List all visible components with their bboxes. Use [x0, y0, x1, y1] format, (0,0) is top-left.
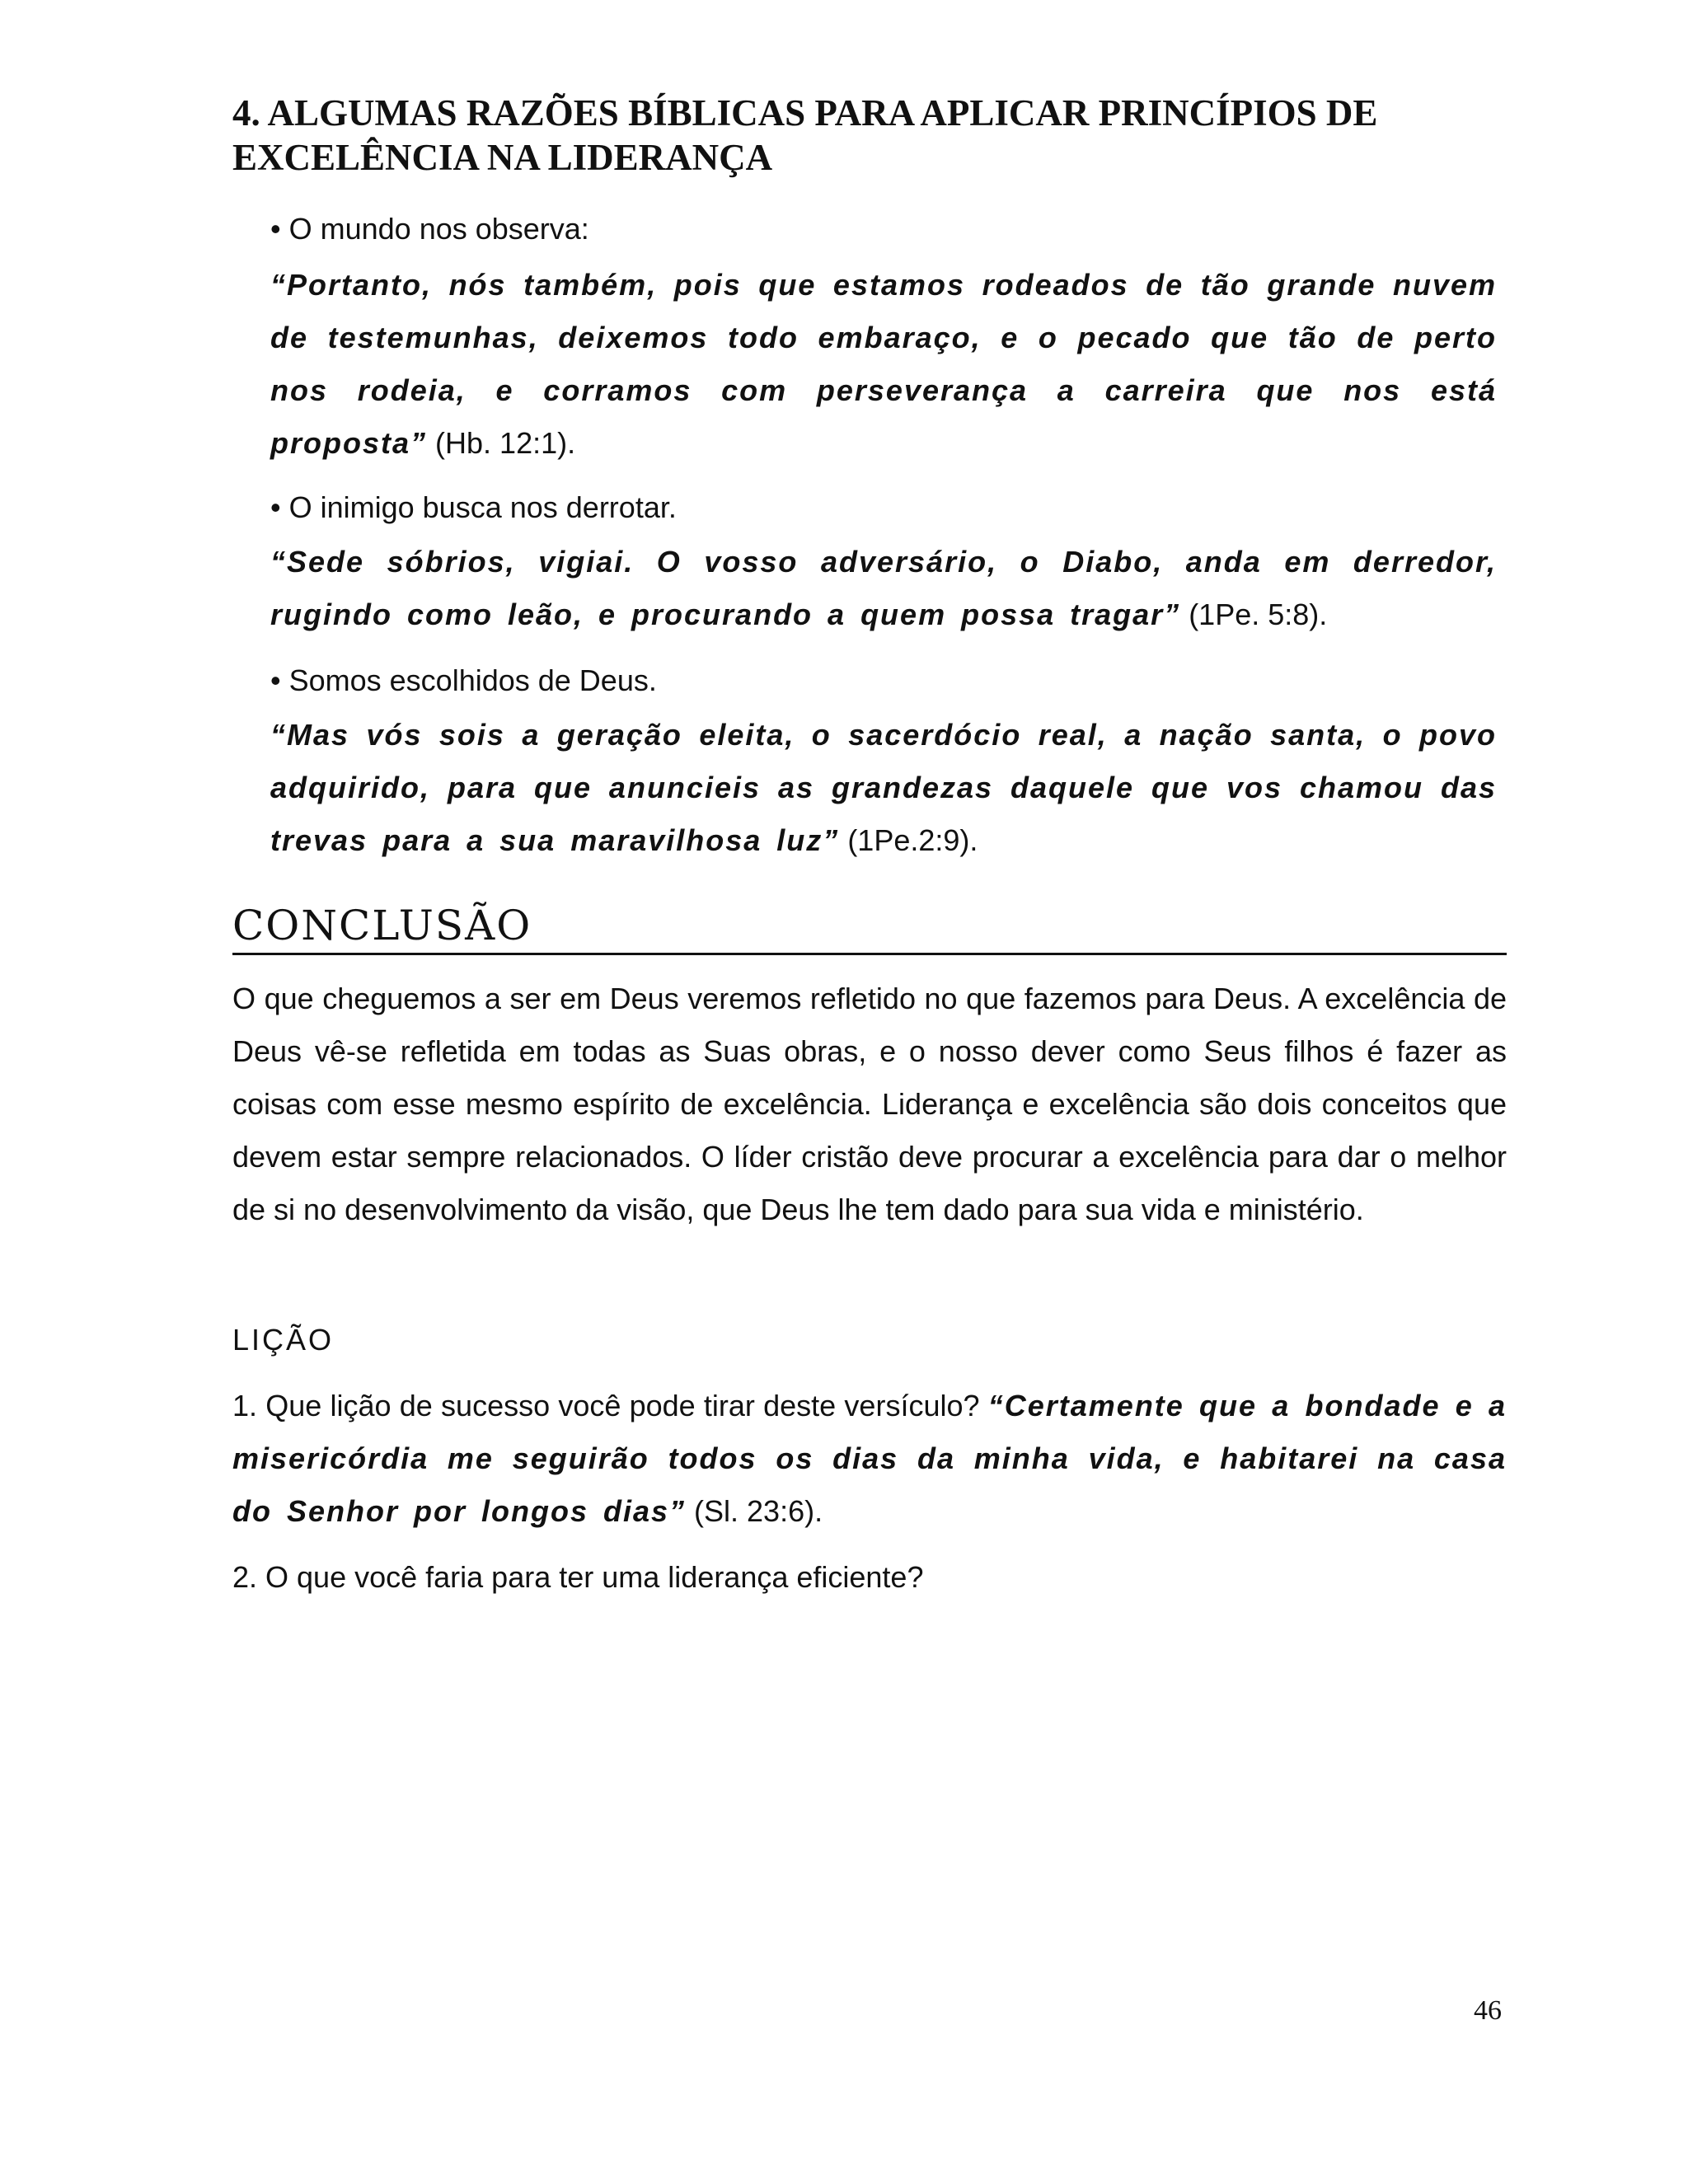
bible-reference: (Sl. 23:6). [694, 1494, 823, 1528]
section-heading: 4. ALGUMAS RAZÕES BÍBLICAS PARA APLICAR PRINCÍPIOS DE EXCELÊNCIA NA LIDERANÇA [232, 92, 1378, 178]
reason-title-1 [270, 211, 589, 247]
reason-quote-2 [270, 536, 1497, 641]
bible-reference: (1Pe. 5:8). [1189, 598, 1328, 631]
lesson-question-2: 2. O que você faria para ter uma liderança eficiente? [232, 1560, 924, 1594]
bible-quote: “Sede sóbrios, vigiai. O vosso adversário, o Diabo, anda em derredor, rugindo como leão, e procurando a quem possa tragar” [270, 545, 1497, 631]
reason-title-text: O inimigo busca nos derrotar. [288, 490, 677, 524]
bible-reference: (1Pe.2:9). [847, 823, 978, 857]
bullet-icon: • [270, 663, 281, 697]
reason-quote-1 [270, 259, 1497, 470]
bible-quote: “Portanto, nós também, pois que estamos rodeados de tão grande nuvem de testemunhas, deixemos todo embaraço, e o pecado que tão de perto nos rodeia, e corramos com perseverança a carreira que nos está proposta” [270, 268, 1497, 460]
conclusion-paragraph: O que cheguemos a ser em Deus veremos refletido no que fazemos para Deus. A excelência de Deus vê-se refletida em todas as Suas obras, e o nosso dever como Seus filhos é fazer as coisas com esse mesmo espírito de excelência. Liderança e excelência são dois conceitos que devem estar sempre relacionados. O líder cristão deve procurar a excelência para dar o melhor de si no desenvolvimento da visão, que Deus lhe tem dado para sua vida e ministério. [232, 982, 1507, 1226]
conclusion-heading: CONCLUSÃO [232, 900, 1507, 955]
bullet-icon: • [270, 490, 281, 524]
bible-quote: “Mas vós sois a geração eleita, o sacerdócio real, a nação santa, o povo adquirido, para que anuncieis as grandezas daquele que vos chamou das trevas para a sua maravilhosa luz” [270, 718, 1497, 857]
bullet-icon: • [270, 212, 281, 246]
reason-title-text: O mundo nos observa: [288, 212, 589, 246]
lesson-question-1 [232, 1380, 1507, 1538]
reason-quote-3 [270, 709, 1497, 867]
lesson-heading: LIÇÃO [232, 1323, 335, 1357]
page-number: 46 [1474, 1995, 1502, 2026]
reason-title-2 [270, 490, 677, 526]
reason-title-text: Somos escolhidos de Deus. [288, 663, 657, 697]
reason-title-3 [270, 663, 657, 699]
bible-reference: (Hb. 12:1). [435, 426, 576, 460]
question-text: 1. Que lição de sucesso você pode tirar deste versículo? [232, 1389, 980, 1422]
bible-quote: “Certamente que a bondade e a misericórdia me seguirão todos os dias da minha vida, e habitarei na casa do Senhor por longos dias” [232, 1389, 1507, 1528]
